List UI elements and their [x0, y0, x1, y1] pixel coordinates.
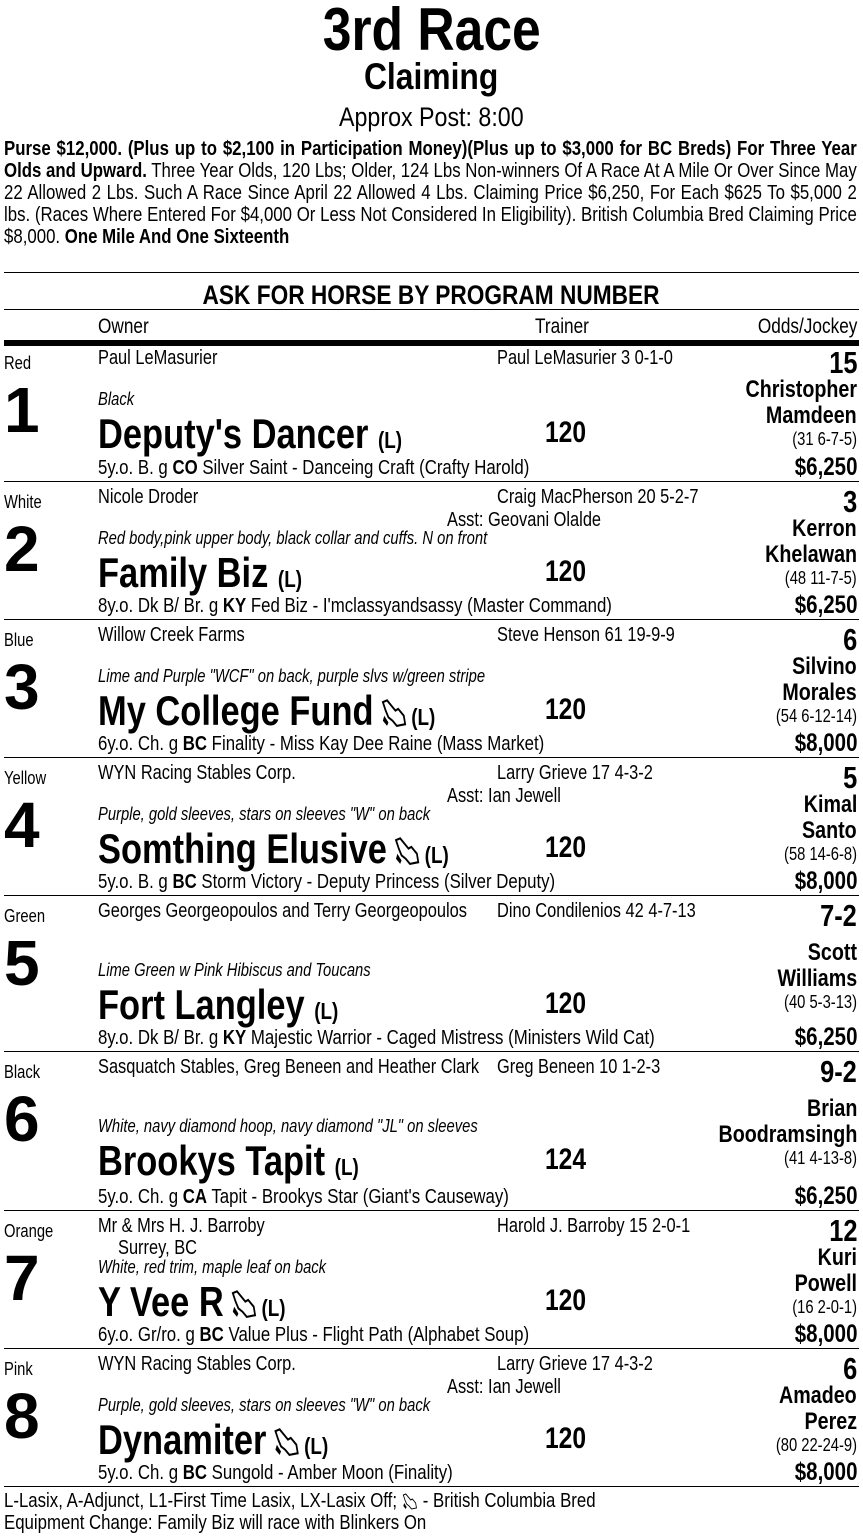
jockey-first: Kimal [803, 791, 857, 818]
entry-row [0, 343, 863, 482]
owner: WYN Racing Stables Corp. [98, 1353, 296, 1375]
trainer: Larry Grieve 17 4-3-2 [497, 1353, 653, 1375]
horse-name: Dynamiter (L) [98, 1416, 329, 1463]
silks: White, navy diamond hoop, navy diamond "JL" on sleeves [98, 1116, 478, 1136]
morning-line-odds: 15 [828, 345, 857, 380]
jockey-last: Santo [802, 817, 857, 844]
jockey-last: Boodramsingh [718, 1121, 857, 1148]
trainer: Dino Condilenios 42 4-7-13 [497, 900, 696, 922]
race-conditions [4, 138, 857, 248]
jockey-last: Morales [782, 679, 857, 706]
jockey-record: (31 6-7-5) [792, 429, 857, 449]
saddle-color: Blue [4, 630, 34, 650]
conditions-purse: Purse $12,000. (Plus up to $2,100 in Participation Money)(Plus up to $3,000 for BC Breds) For Three Year Olds and Upward. [4, 137, 857, 182]
jockey-first: Kuri [817, 1244, 857, 1271]
claiming-price: $8,000 [794, 729, 857, 757]
conditions-text: Three Year Olds, 120 Lbs; Older, 124 Lbs Non-winners Of A Race At A Mile Or Over Since May 22 Allowed 2 Lbs. Such A Race Since April 22 Allowed 4 Lbs. Claiming Price $6,250, For Each $625 To $5,000 2 lbs. (Races Where Entered For $4,000 Or Less Not Considered In Eligibility). British Columbia Bred Claiming Price $8,000. [4, 159, 857, 248]
morning-line-odds: 6 [842, 622, 857, 657]
column-odds-jockey: Odds/Jockey [757, 315, 857, 338]
claiming-price: $8,000 [794, 867, 857, 895]
silks: Purple, gold sleeves, stars on sleeves "W" on back [98, 804, 431, 824]
pedigree-line: 5y.o. B. g CO Silver Saint - Danceing Craft (Crafty Harold) [98, 456, 530, 479]
silks: Black [98, 389, 135, 409]
state-bred: BC [182, 1461, 208, 1484]
silks: Purple, gold sleeves, stars on sleeves "W" on back [98, 1395, 431, 1415]
saddle-color: Red [4, 353, 32, 373]
trainer: Greg Beneen 10 1-2-3 [497, 1056, 661, 1078]
lasix-code: (L) [411, 704, 436, 730]
pedigree-line: 8y.o. Dk B/ Br. g KY Fed Biz - I'mclassyandsassy (Master Command) [98, 594, 612, 617]
weight: 120 [545, 987, 587, 1020]
saddle-color: Black [4, 1062, 41, 1082]
claiming-price: $8,000 [794, 1320, 857, 1348]
state-bred: CO [172, 456, 198, 479]
state-bred: KY [222, 1026, 247, 1049]
entry-row [0, 620, 863, 758]
lasix-code: (L) [334, 1154, 359, 1180]
jockey-record: (58 14-6-8) [783, 844, 857, 864]
jockey-first: Silvino [792, 653, 857, 680]
morning-line-odds: 3 [842, 484, 857, 519]
assistant-trainer: Asst: Ian Jewell [447, 785, 561, 807]
lasix-code: (L) [277, 566, 303, 592]
saddle-color: Green [4, 906, 46, 926]
trainer: Larry Grieve 17 4-3-2 [497, 762, 653, 784]
silks: Lime and Purple "WCF" on back, purple slvs w/green stripe [98, 666, 486, 686]
weight: 120 [545, 831, 587, 864]
saddle-color: White [4, 492, 42, 512]
saddle-color: Pink [4, 1359, 33, 1379]
post-time: Approx Post: 8:00 [339, 102, 524, 132]
morning-line-odds: 9-2 [820, 1054, 857, 1089]
pedigree-line: 5y.o. Ch. g BC Sungold - Amber Moon (Finality) [98, 1461, 453, 1484]
silks: Red body,pink upper body, black collar and cuffs. N on front [98, 528, 488, 548]
equipment-change: Equipment Change: Family Biz will race with Blinkers On [4, 1511, 427, 1534]
entry-row [0, 482, 863, 620]
claiming-price: $6,250 [794, 453, 857, 481]
silks: Lime Green w Pink Hibiscus and Toucans [98, 960, 371, 980]
jockey-first: Brian [806, 1095, 857, 1122]
horse-name: My College Fund (L) [98, 687, 436, 734]
trainer: Harold J. Barroby 15 2-0-1 [497, 1215, 691, 1237]
jockey-record: (16 2-0-1) [792, 1297, 857, 1317]
weight: 120 [545, 693, 587, 726]
jockey-first: Kerron [792, 515, 857, 542]
horse-name: Y Vee R (L) [98, 1278, 286, 1325]
horse-name: Family Biz (L) [98, 549, 303, 596]
race-type: Claiming [364, 56, 499, 97]
state-bred: BC [172, 870, 197, 893]
ask-banner: ASK FOR HORSE BY PROGRAM NUMBER [202, 280, 660, 310]
legend: L-Lasix, A-Adjunct, L1-First Time Lasix, LX-Lasix Off; - British Columbia Bred [4, 1489, 596, 1512]
weight: 120 [545, 416, 587, 449]
weight: 120 [545, 555, 587, 588]
assistant-trainer: Asst: Geovani Olalde [447, 509, 602, 531]
owner: Paul LeMasurier [98, 347, 218, 369]
morning-line-odds: 6 [842, 1351, 857, 1386]
race-title: 3rd Race [322, 0, 541, 63]
state-bred: BC [199, 1323, 224, 1346]
weight: 120 [545, 1284, 587, 1317]
claiming-price: $8,000 [794, 1458, 857, 1486]
claiming-price: $6,250 [794, 1023, 857, 1051]
owner-location: Surrey, BC [118, 1237, 197, 1259]
trainer: Craig MacPherson 20 5-2-7 [497, 486, 699, 508]
pedigree-line: 5y.o. B. g BC Storm Victory - Deputy Princess (Silver Deputy) [98, 870, 556, 893]
owner: Mr & Mrs H. J. Barroby [98, 1215, 265, 1237]
owner: Sasquatch Stables, Greg Beneen and Heather Clark [98, 1056, 480, 1078]
lasix-code: (L) [424, 842, 449, 868]
jockey-record: (80 22-24-9) [775, 1435, 857, 1455]
assistant-trainer: Asst: Ian Jewell [447, 1376, 561, 1398]
jockey-last: Mamdeen [766, 402, 857, 429]
jockey-record: (54 6-12-14) [775, 706, 857, 726]
horse-name: Deputy's Dancer (L) [98, 410, 403, 457]
jockey-record: (41 4-13-8) [783, 1148, 857, 1168]
program-number: 1 [4, 374, 40, 446]
footer [4, 1490, 725, 1534]
jockey-first: Scott [807, 939, 857, 966]
state-bred: KY [222, 594, 247, 617]
divider [4, 309, 859, 310]
horse-name: Fort Langley (L) [98, 981, 339, 1028]
trainer: Steve Henson 61 19-9-9 [497, 624, 675, 646]
bc-map-icon [380, 697, 408, 731]
morning-line-odds: 5 [842, 760, 857, 795]
bc-map-icon [394, 835, 422, 869]
entry-divider [4, 1486, 859, 1487]
morning-line-odds: 12 [828, 1213, 857, 1248]
jockey-last: Williams [777, 965, 857, 992]
entry-row [0, 1349, 863, 1487]
claiming-price: $6,250 [794, 591, 857, 619]
entry-row [0, 896, 863, 1052]
entry-row [0, 1052, 863, 1211]
jockey-last: Khelawan [765, 541, 857, 568]
program-number: 2 [4, 513, 40, 585]
trainer: Paul LeMasurier 3 0-1-0 [497, 347, 673, 369]
lasix-code: (L) [261, 1295, 286, 1321]
jockey-record: (40 5-3-13) [783, 992, 857, 1012]
lasix-code: (L) [377, 427, 403, 453]
pedigree-line: 6y.o. Gr/ro. g BC Value Plus - Flight Path (Alphabet Soup) [98, 1323, 530, 1346]
weight: 124 [545, 1143, 587, 1176]
horse-name: Somthing Elusive (L) [98, 825, 449, 872]
lasix-code: (L) [314, 998, 339, 1024]
pedigree-line: 5y.o. Ch. g CA Tapit - Brookys Star (Giant's Causeway) [98, 1185, 509, 1208]
saddle-color: Yellow [4, 768, 47, 788]
jockey-first: Amadeo [779, 1382, 857, 1409]
jockey-last: Powell [794, 1270, 857, 1297]
pedigree-line: 6y.o. Ch. g BC Finality - Miss Kay Dee Raine (Mass Market) [98, 732, 545, 755]
column-trainer: Trainer [535, 315, 589, 338]
horse-name: Brookys Tapit (L) [98, 1137, 359, 1184]
jockey-last: Perez [804, 1408, 857, 1435]
program-number: 5 [4, 927, 40, 999]
program-number: 7 [4, 1242, 40, 1314]
weight: 120 [545, 1422, 587, 1455]
claiming-price: $6,250 [794, 1182, 857, 1210]
saddle-color: Orange [4, 1221, 54, 1241]
jockey-record: (48 11-7-5) [785, 568, 857, 588]
divider [4, 272, 859, 273]
morning-line-odds: 7-2 [820, 898, 857, 933]
bc-map-icon [402, 1493, 418, 1511]
lasix-code: (L) [304, 1433, 329, 1459]
jockey-first: Christopher [745, 376, 857, 403]
program-number: 4 [4, 789, 40, 861]
owner: Georges Georgeopoulos and Terry Georgeopoulos [98, 900, 467, 922]
program-number: 3 [4, 651, 40, 723]
owner: WYN Racing Stables Corp. [98, 762, 296, 784]
bc-map-icon [230, 1288, 258, 1322]
conditions-distance: One Mile And One Sixteenth [64, 225, 290, 248]
entry-row [0, 758, 863, 896]
entry-row [0, 1211, 863, 1349]
pedigree-line: 8y.o. Dk B/ Br. g KY Majestic Warrior - Caged Mistress (Ministers Wild Cat) [98, 1026, 655, 1049]
owner: Willow Creek Farms [98, 624, 245, 646]
program-number: 6 [4, 1083, 40, 1155]
bc-map-icon [273, 1426, 301, 1460]
silks: White, red trim, maple leaf on back [98, 1257, 327, 1277]
state-bred: BC [182, 732, 208, 755]
state-bred: CA [182, 1185, 208, 1208]
owner: Nicole Droder [98, 486, 199, 508]
program-number: 8 [4, 1380, 40, 1452]
column-owner: Owner [98, 315, 149, 338]
